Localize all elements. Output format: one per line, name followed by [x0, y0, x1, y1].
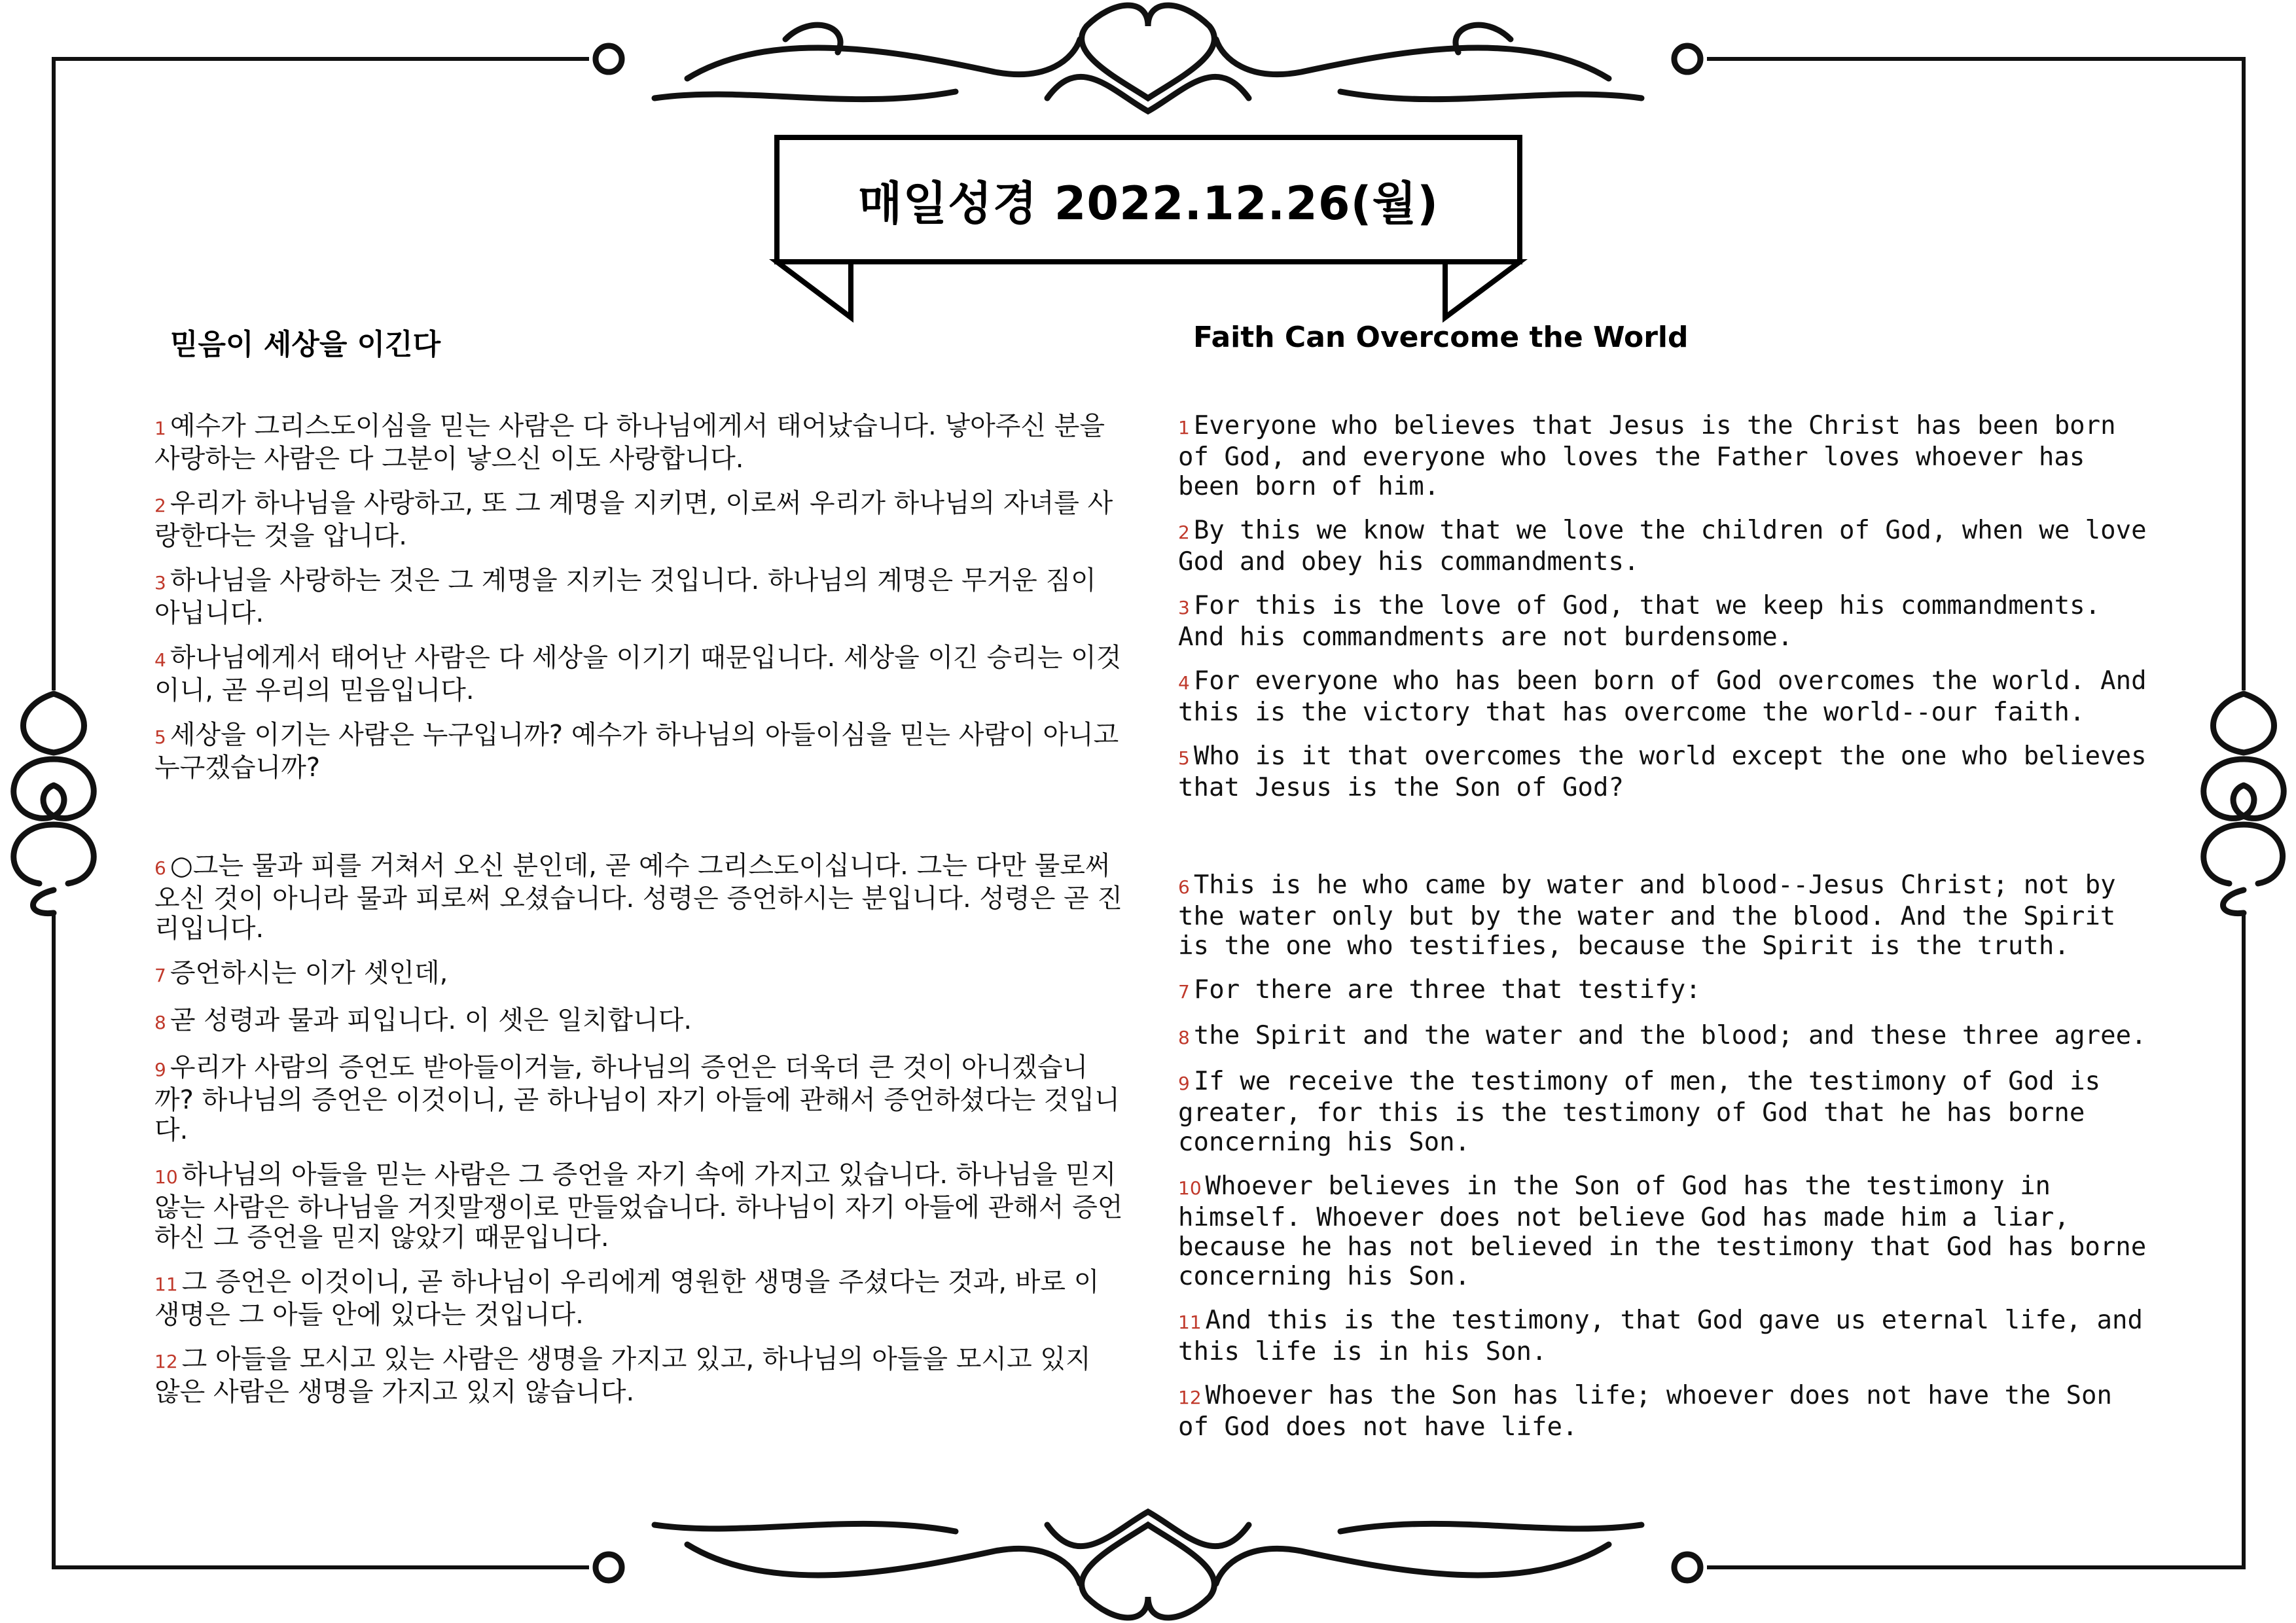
verse-text: 하나님을 사랑하는 것은 그 계명을 지키는 것입니다. 하나님의 계명은 무거운 짐이 아닙니다.: [154, 565, 1096, 628]
verse-text: 우리가 하나님을 사랑하고, 또 그 계명을 지키면, 이로써 우리가 하나님의 자녀를 사랑한다는 것을 압니다.: [154, 488, 1113, 551]
verse-number: 8: [154, 1012, 166, 1033]
verse-number: 1: [1178, 417, 1190, 438]
top-ornament: [596, 5, 1700, 111]
verse: [1178, 1067, 2147, 1157]
verse-text: Who is it that overcomes the world except the one who believes that Jesus is the Son of God?: [1178, 741, 2147, 802]
verse-number: 11: [154, 1274, 178, 1295]
verse: [1178, 870, 2147, 961]
verse-text: the Spirit and the water and the blood; and these three agree.: [1193, 1021, 2147, 1050]
verse-number: 12: [1178, 1387, 1202, 1408]
verse-number: 9: [154, 1059, 166, 1080]
verse: [1178, 1306, 2147, 1366]
verse: [154, 1160, 1123, 1253]
verse-text: 하나님에게서 태어난 사람은 다 세상을 이기기 때문입니다. 세상을 이긴 승리는 이것이니, 곧 우리의 믿음입니다.: [154, 643, 1122, 705]
korean-section-title: 믿음이 세상을 이긴다: [170, 328, 441, 361]
bottom-ornament: [596, 1512, 1700, 1618]
verse-text: By this we know that we love the children of God, when we love God and obey his commandments.: [1178, 516, 2147, 577]
verse-text: Whoever has the Son has life; whoever does not have the Son of God does not have life.: [1178, 1381, 2112, 1442]
verse: [154, 1052, 1123, 1145]
verse-text: 예수가 그리스도이심을 믿는 사람은 다 하나님에게서 태어났습니다. 낳아주신 분을 사랑하는 사람은 다 그분이 낳으신 이도 사랑합니다.: [154, 411, 1105, 474]
verse: [1178, 1171, 2147, 1291]
verse-text: If we receive the testimony of men, the testimony of God is greater, for this is the testimony of God that he has borne concerning his Son.: [1178, 1067, 2101, 1157]
verse: [1178, 516, 2147, 577]
verse-text: 우리가 사람의 증언도 받아들이거늘, 하나님의 증언은 더욱더 큰 것이 아니겠습니까? 하나님의 증언은 이것이니, 곧 하나님이 자기 아들에 관해서 증언하셨다는 것입니다.: [154, 1052, 1120, 1145]
verse-text: Whoever believes in the Son of God has the testimony in himself. Whoever does not believe God has made him a liar, because he has not believed in the testimony that God has borne concerning his Son.: [1178, 1171, 2147, 1291]
korean-verses: [154, 411, 1123, 1421]
verse-text: 하나님의 아들을 믿는 사람은 그 증언을 자기 속에 가지고 있습니다. 하나님을 믿지 않는 사람은 하나님을 거짓말쟁이로 만들었습니다. 하나님이 자기 아들에 관해서 증언하신 그 증언을 믿지 않았기 때문입니다.: [154, 1160, 1123, 1253]
verse-number: 7: [1178, 981, 1190, 1003]
verse-number: 2: [1178, 522, 1190, 543]
verse: [1178, 666, 2147, 727]
left-ornament: [14, 694, 94, 914]
verse: [154, 1005, 1123, 1038]
verse-number: 5: [154, 726, 166, 748]
english-verses: [1178, 411, 2147, 1456]
verse-number: 6: [1178, 876, 1190, 898]
verse-number: 12: [154, 1351, 178, 1372]
verse: [154, 1344, 1123, 1407]
verse-number: 8: [1178, 1027, 1190, 1048]
verse: [154, 488, 1123, 551]
verse-text: 그 증언은 이것이니, 곧 하나님이 우리에게 영원한 생명을 주셨다는 것과, 바로 이 생명은 그 아들 안에 있다는 것입니다.: [154, 1267, 1100, 1330]
verse: [1178, 741, 2147, 802]
verse-text: ○그는 물과 피를 거쳐서 오신 분인데, 곧 예수 그리스도이십니다. 그는 다만 물로써 오신 것이 아니라 물과 피로써 오셨습니다. 성령은 증언하시는 분입니다. 성령은 곧 진리입니다.: [154, 851, 1123, 944]
verse-number: 1: [154, 418, 166, 439]
verse: [154, 565, 1123, 628]
verse: [154, 720, 1123, 783]
page-title: 매일성경 2022.12.26(월): [857, 176, 1439, 230]
english-section-title: Faith Can Overcome the World: [1193, 321, 1689, 354]
verse-number: 10: [154, 1166, 178, 1188]
verse-number: 10: [1178, 1177, 1202, 1199]
verse-text: This is he who came by water and blood--Jesus Christ; not by the water only but by the water and the blood. And the Spirit is the one who testifies, because the Spirit is the truth.: [1178, 870, 2116, 961]
verse-text: 곧 성령과 물과 피입니다. 이 셋은 일치합니다.: [170, 1005, 692, 1035]
verse-number: 4: [1178, 672, 1190, 694]
verse: [1178, 1021, 2147, 1052]
verse: [154, 411, 1123, 474]
verse: [1178, 591, 2147, 652]
verse-number: 3: [1178, 597, 1190, 618]
verse: [154, 851, 1123, 944]
verse-text: 증언하시는 이가 셋인데,: [170, 958, 448, 988]
verse-text: For this is the love of God, that we keep his commandments. And his commandments are not burdensome.: [1178, 591, 2101, 652]
verse: [1178, 411, 2147, 501]
verse-number: 11: [1178, 1311, 1202, 1333]
verse-text: And this is the testimony, that God gave us eternal life, and this life is in his Son.: [1178, 1306, 2143, 1366]
right-ornament: [2204, 694, 2284, 914]
verse: [154, 1267, 1123, 1330]
verse: [154, 958, 1123, 991]
verse-text: For everyone who has been born of God overcomes the world. And this is the victory that has overcome the world--our faith.: [1178, 666, 2147, 727]
verse: [1178, 1381, 2147, 1442]
verse-number: 6: [154, 857, 166, 879]
verse: [1178, 975, 2147, 1007]
verse-number: 4: [154, 649, 166, 671]
verse: [154, 643, 1123, 705]
verse-text: 세상을 이기는 사람은 누구입니까? 예수가 하나님의 아들이심을 믿는 사람이 아니고 누구겠습니까?: [154, 720, 1119, 783]
verse-number: 2: [154, 495, 166, 516]
verse-text: For there are three that testify:: [1193, 975, 1701, 1005]
verse-number: 5: [1178, 747, 1190, 769]
verse-text: 그 아들을 모시고 있는 사람은 생명을 가지고 있고, 하나님의 아들을 모시고 있지 않은 사람은 생명을 가지고 있지 않습니다.: [154, 1344, 1091, 1407]
verse-text: Everyone who believes that Jesus is the Christ has been born of God, and everyone who loves the Father loves whoever has been born of him.: [1178, 411, 2116, 501]
verse-number: 7: [154, 965, 166, 986]
verse-number: 3: [154, 572, 166, 594]
verse-number: 9: [1178, 1073, 1190, 1094]
